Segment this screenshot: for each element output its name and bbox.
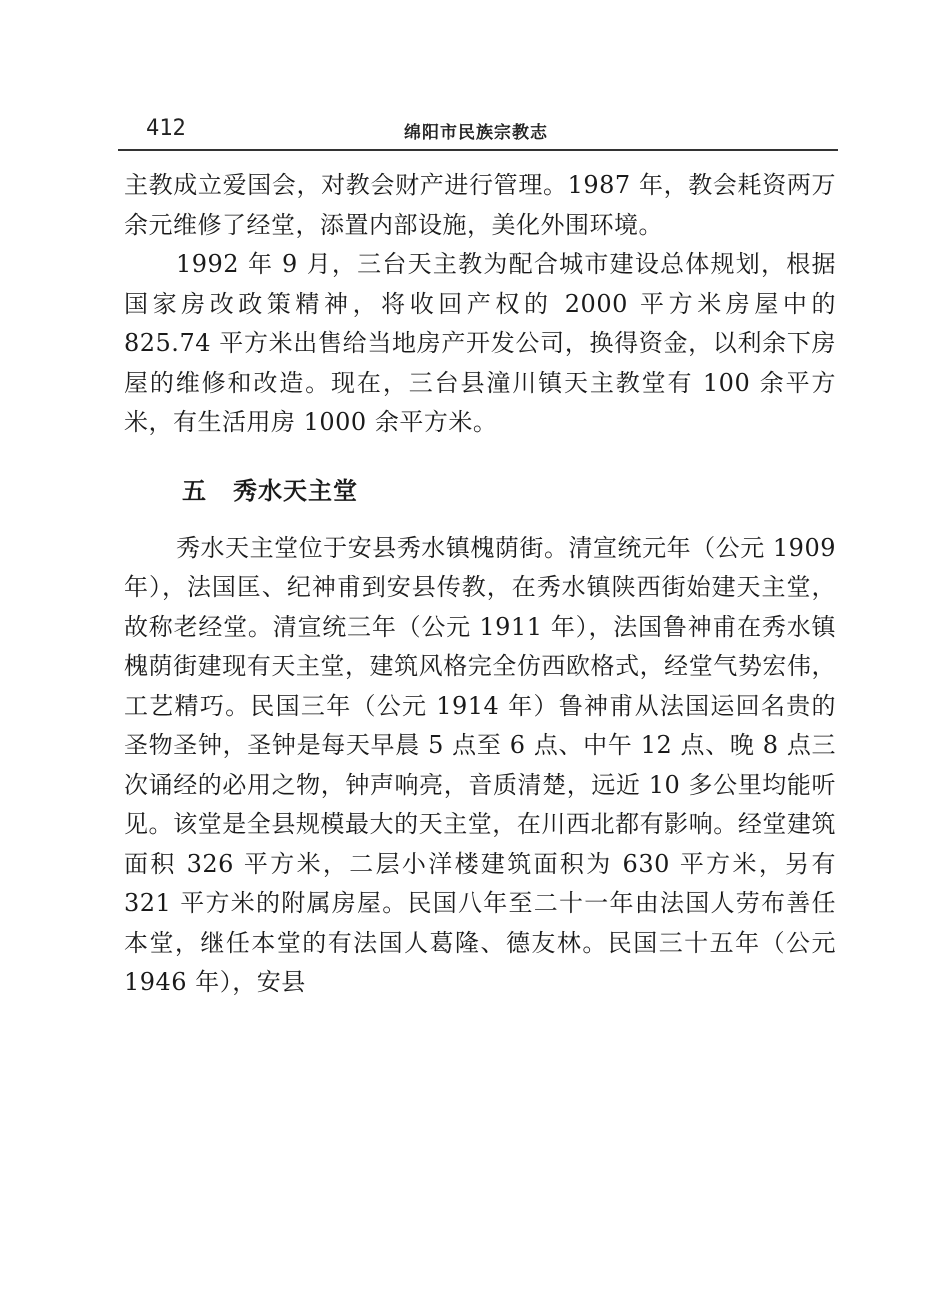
section-title: 秀水天主堂 xyxy=(233,476,358,505)
paragraph-xiushui: 秀水天主堂位于安县秀水镇槐荫街。清宣统元年（公元 1909 年），法国匡、纪神甫到安县传教，在秀水镇陕西街始建天主堂，故称老经堂。清宣统三年（公元 1911 年），法国鲁神甫在秀水镇槐荫街建现有天主堂，建筑风格完全仿西欧格式，经堂气势宏伟，工艺精巧。民国三年（公元 1914 年）鲁神甫从法国运回名贵的圣物圣钟，圣钟是每天早晨 5 点至 6 点、中午 12 点、晚 8 点三次诵经的必用之物，钟声响亮，音质清楚，远近 10 多公里均能听见。该堂是全县规模最大的天主堂，在川西北都有影响。经堂建筑面积 326 平方米，二层小洋楼建筑面积为 630 平方米，另有 321 平方米的附属房屋。民国八年至二十一年由法国人劳布善任本堂，继任本堂的有法国人葛隆、德友林。民国三十五年（公元 1946 年），安县 xyxy=(124,533,836,996)
page-header xyxy=(124,112,836,152)
paragraph-continued: 主教成立爱国会，对教会财产进行管理。1987 年，教会耗资两万余元维修了经堂，添置内部设施，美化外围环境。 xyxy=(124,171,836,239)
running-title: 绵阳市民族宗教志 xyxy=(404,123,548,143)
section-heading xyxy=(124,473,836,509)
section-number: 五 xyxy=(182,476,207,505)
page-number: 412 xyxy=(146,116,186,141)
body-text xyxy=(124,166,836,1003)
header-divider xyxy=(118,149,838,151)
paragraph-1992: 1992 年 9 月，三台天主教为配合城市建设总体规划，根据国家房改政策精神，将收回产权的 2000 平方米房屋中的 825.74 平方米出售给当地房产开发公司，换得资金，以利余下房屋的维修和改造。现在，三台县潼川镇天主教堂有 100 余平方米，有生活用房 1000 余平方米。 xyxy=(124,250,836,436)
